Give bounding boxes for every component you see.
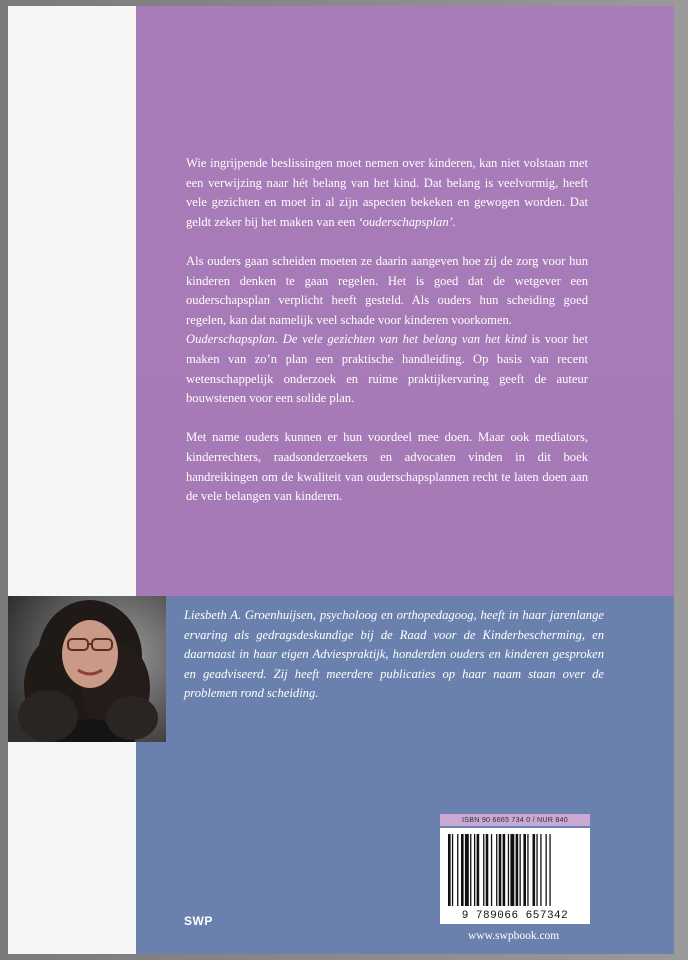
barcode-bar	[496, 834, 497, 906]
barcode-bar	[461, 834, 464, 906]
barcode-bar	[457, 834, 458, 906]
barcode-bar	[483, 834, 484, 906]
barcode-bar	[536, 834, 537, 906]
barcode-bar	[452, 834, 453, 906]
barcode-bar	[448, 834, 451, 906]
barcode-bar	[510, 834, 514, 906]
blurb-paragraph-3: Ouderschapsplan. De vele gezichten van het belang van het kind is voor het maken van zo’n plan een praktische handleiding. Op basis van recent wetenschappelijk onderzoek en ruime praktijkervaring geeft de auteur bouwstenen voor een solide plan.	[186, 332, 588, 406]
barcode-bar	[549, 834, 550, 906]
book-back-cover	[8, 6, 674, 954]
barcode-bar	[486, 834, 489, 906]
barcode-bar	[533, 834, 536, 906]
isbn-label: ISBN 90 6665 734 0 / NUR 840	[440, 814, 590, 826]
barcode	[440, 828, 590, 924]
barcode-bar	[516, 834, 519, 906]
barcode-bar	[523, 834, 526, 906]
blue-bottom-panel	[136, 742, 674, 954]
barcode-bar	[470, 834, 471, 906]
barcode-bar	[546, 834, 547, 906]
barcode-bar	[474, 834, 475, 906]
barcode-bar	[491, 834, 492, 906]
barcode-bar	[477, 834, 480, 906]
author-photo	[8, 596, 166, 742]
barcode-bar	[465, 834, 469, 906]
barcode-bars	[446, 834, 584, 908]
white-spine-strip	[8, 6, 136, 954]
barcode-bar	[503, 834, 506, 906]
barcode-digits: 9 789066 657342	[461, 910, 569, 922]
author-bio: Liesbeth A. Groenhuijsen, psycholoog en orthopedagoog, heeft in haar jarenlange ervaring als gedragsdeskundige bij de Raad voor de Kinderbescherming, en daarnaast in haar eigen Adviespraktijk, honderden ouders en kinderen gesproken en geadviseerd. Zij heeft meerdere publicaties op haar naam staan over de problemen rond scheiding.	[184, 608, 604, 701]
barcode-block	[440, 814, 590, 924]
publisher-logo: SWP	[184, 914, 213, 928]
blurb-paragraph-2: Als ouders gaan scheiden moeten ze daarin aangeven hoe zij de zorg voor hun kinderen denken te gaan regelen. Het is goed dat de wetgever een ouderschapsplan verplicht heeft gesteld. Als ouders hun scheiding goed regelen, kan dat namelijk veel schade voor kinderen voorkomen.	[186, 253, 588, 327]
barcode-bar	[520, 834, 521, 906]
publisher-website: www.swpbook.com	[468, 930, 560, 942]
barcode-bar	[527, 834, 528, 906]
book-blurb	[186, 154, 588, 507]
blurb-paragraph-4: Met name ouders kunnen er hun voordeel mee doen. Maar ook mediators, kinderrechters, raadsonderzoekers en advocaten vinden in dit boek handreikingen om de kwaliteit van ouderschapsplannen recht te laten doen aan de vele belangen van kinderen.	[186, 430, 588, 504]
blurb-paragraph-1: Wie ingrijpende beslissingen moet nemen over kinderen, kan niet volstaan met een verwijzing naar hét belang van het kind. Dat belang is veelvormig, heeft vele gezichten en moet in al zijn aspecten bekeken en gewogen worden. Dat geldt zeker bij het maken van een ‘ouderschapsplan’.	[186, 156, 588, 229]
barcode-bar	[499, 834, 502, 906]
barcode-bar	[508, 834, 509, 906]
barcode-bar	[540, 834, 541, 906]
